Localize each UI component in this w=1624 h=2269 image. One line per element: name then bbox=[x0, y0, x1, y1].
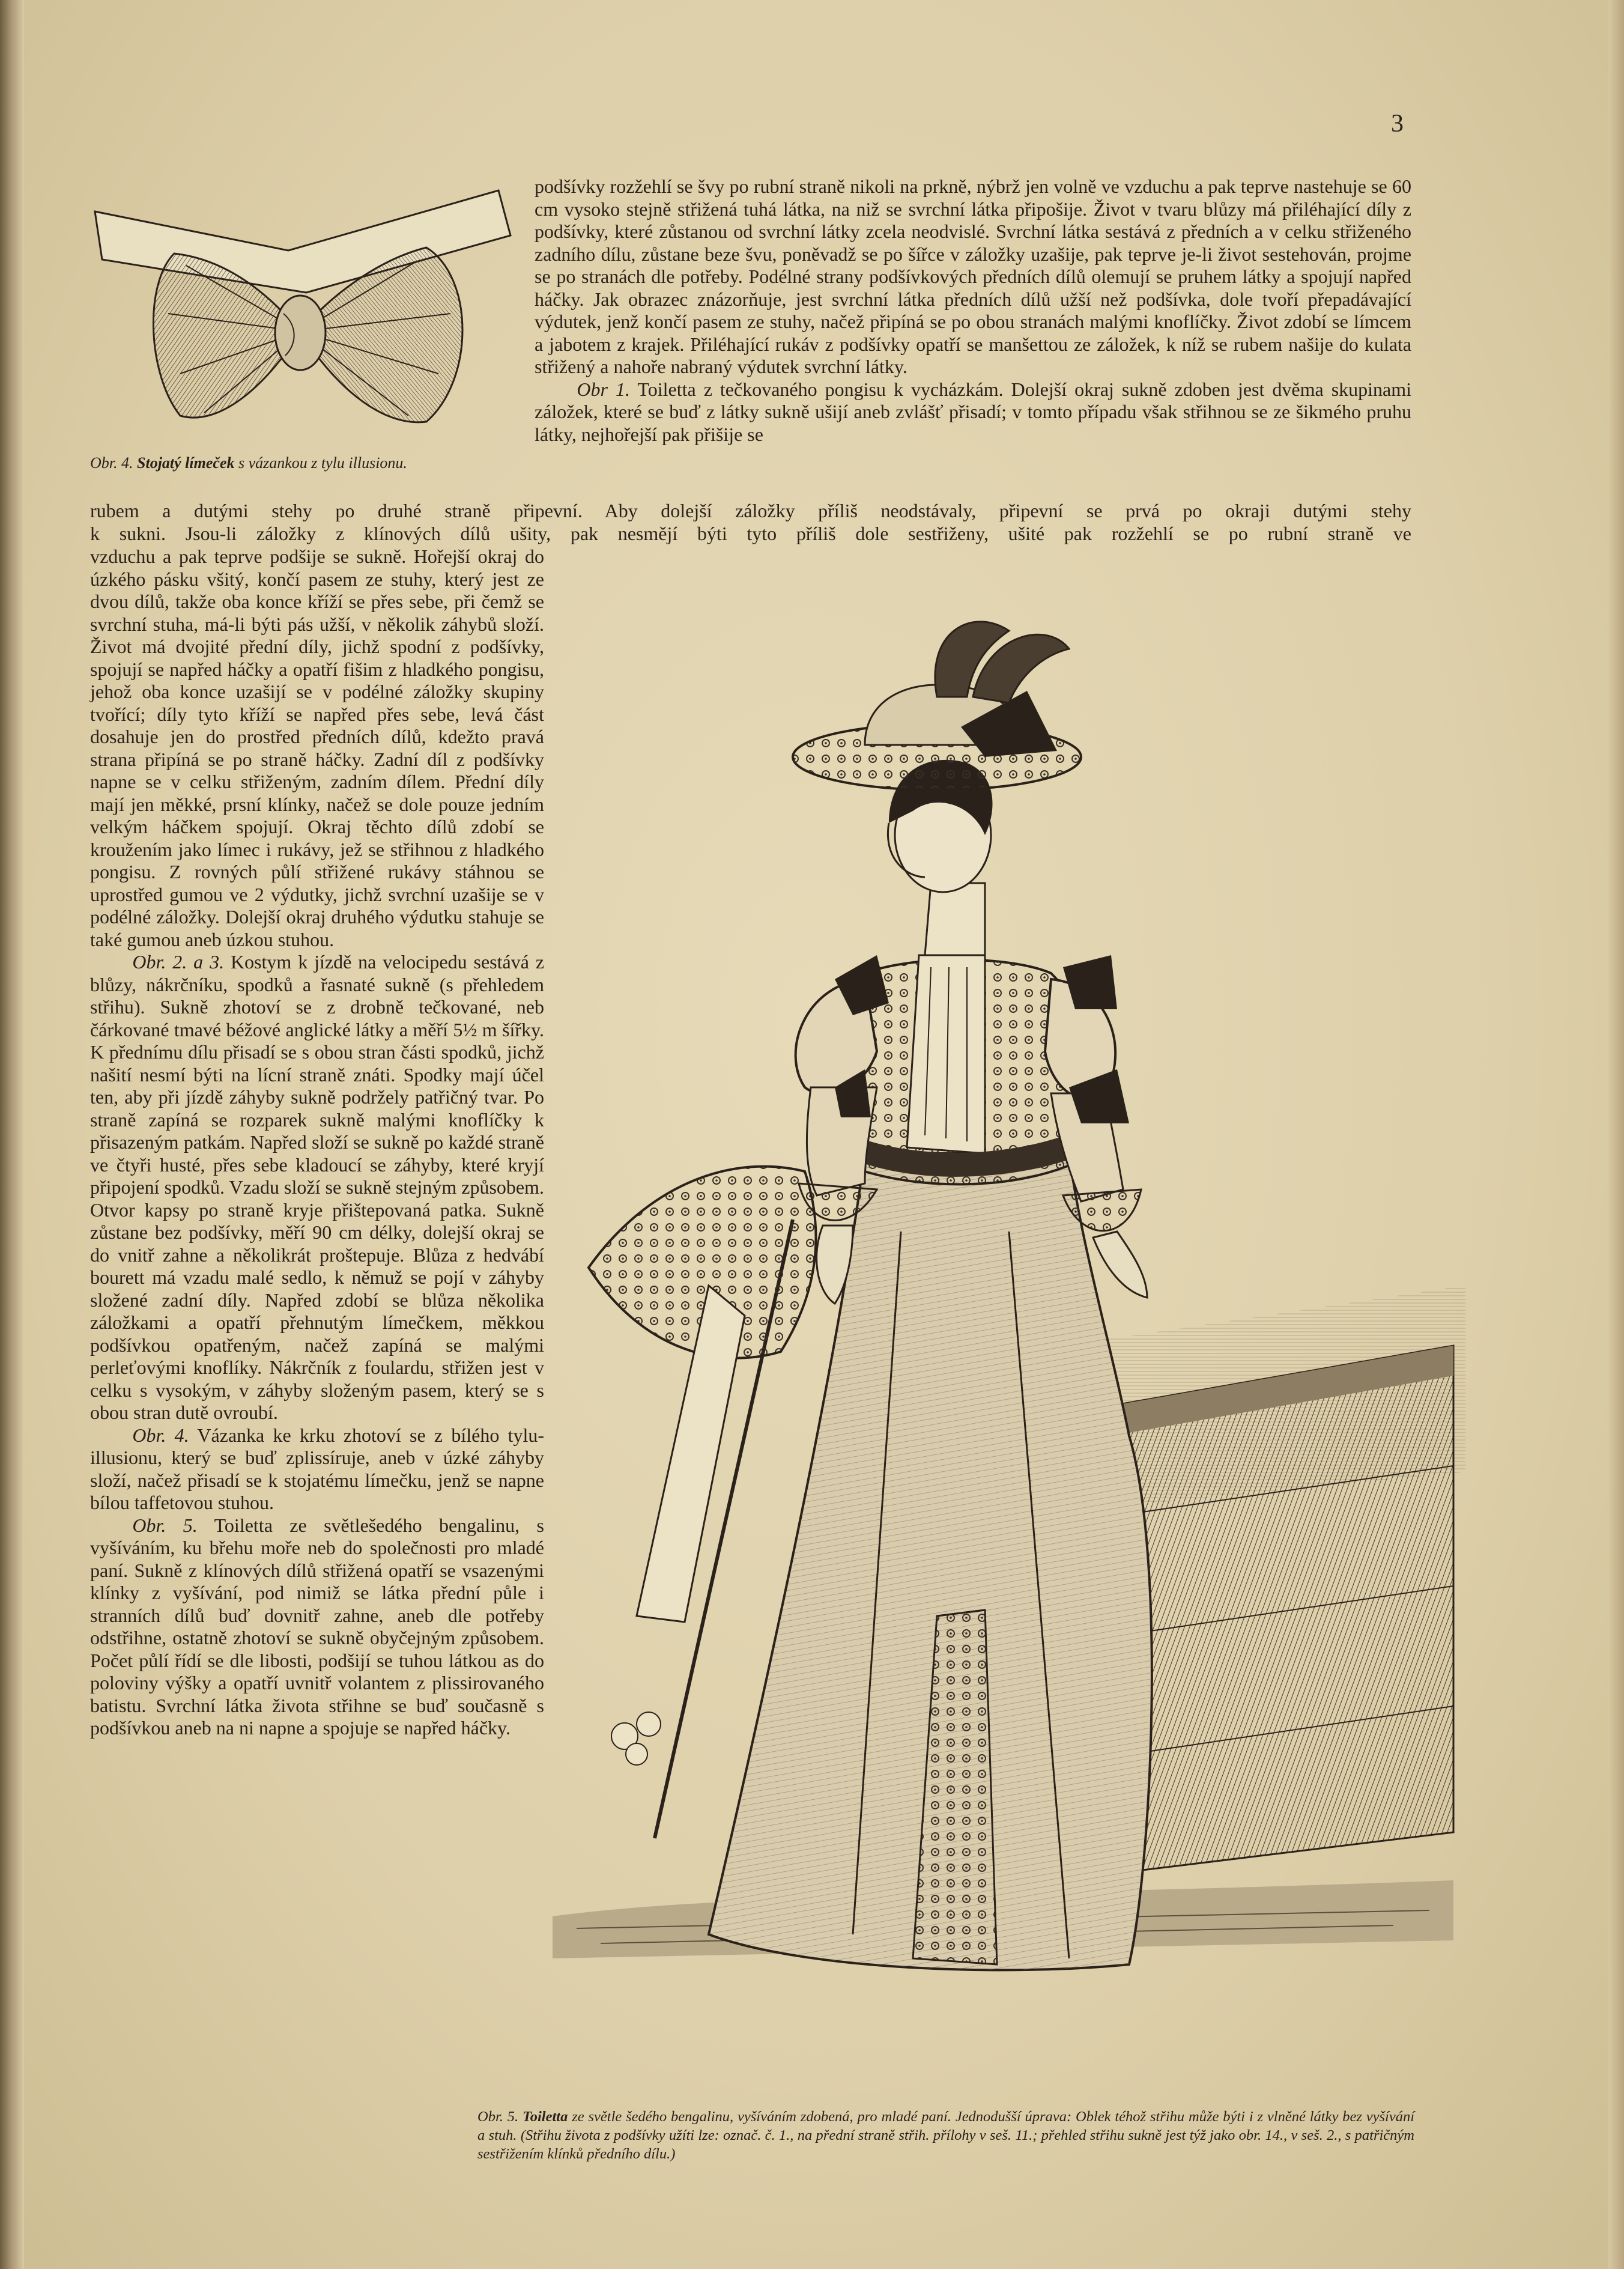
paragraph-text: Kostym k jízdě na velocipedu sestává z blůzy, nákrčníku, spodků a řasnaté sukně (s přehledem střihu). Sukně zhotoví se z drobně tečkované, neb čárkované tmavé béžové anglické látky a měří 5½ m šířky. K přednímu dílu přisadí se s obou stran části spodků, jichž našití nesmí býti na lícní straně znáti. Spodky mají účel ten, aby při jízdě záhyby sukně podržely patřičný tvar. Po straně zapíná se rozparek sukně malými knoflíčky k přisazeným patkám. Napřed složí se sukně po každé straně ve čtyři husté, přes sebe kladoucí se záhyby, které kryjí připojení spodků. Vzadu složí se sukně stejným způsobem. Otvor kapsy po straně kryje přištepovaná patka. Sukně zůstane bez podšívky, měří 90 cm délky, dolejší okraj se do vnitř zahne a několikrát proštepuje. Blůza z hedvábí bourett má vzadu malé sedlo, k němuž se pojí v záhyby složené zadní díly. Napřed zdobí se blůza několika záložkami a opatří přehnutým límečkem, měkkou podšívkou opatřeným, načež zapíná se malými perleťovými knoflíky. Nákrčník z foulardu, střižen jest v celku s vysokým, v záhyby složeným pasem, který se s obou stran dutě ovroubí. bbox=[90, 951, 545, 1423]
full-width-line: k sukni. Jsou-li záložky z klínových dílů ušity, pak nesmějí býti tyto příliš dole sestřiženy, ušité pak rozžehlí se po rubní straně ve bbox=[90, 522, 1411, 544]
paragraph-obr-2-3 bbox=[90, 951, 544, 1424]
full-width-line: rubem a dutými stehy po druhé straně připevní. Aby dolejší záložky příliš neodstávaly, připevní se prvá po okraji dutými stehy bbox=[90, 500, 1411, 521]
caption-text: ze světle šedého bengalinu, vyšíváním zdobená, pro mladé paní. Jednodušší úprava: Oblek téhož střihu může býti i z vlněné látky bez vyšívání a stuh. (Střihu života z podšívky užíti lze: označ. č. 1., na přední straně střih. přílohy v seš. 11.; přehled střihu sukně jest týž jako obr. 14., v seš. 2., s patřičným sestřižením klínků předního dílu.) bbox=[477, 2109, 1415, 2162]
paragraph-obr-5 bbox=[90, 1514, 544, 1740]
caption-label: Obr. 5. bbox=[477, 2109, 519, 2125]
paragraph: vzduchu a pak teprve podšije se sukně. Hořejší okraj do úzkého pásku všitý, končí pasem ze stuhy, který jest ze dvou dílů, takže oba konce kříží se přes sebe, při čemž se svrchní stuha, má-li býti pás užší, v několik záhybů složí. Život má dvojité přední díly, jichž spodní z podšívky, spojují se napřed háčky a opatří fišim z hladkého pongisu, jehož oba konce uzašijí se v podélné záložky skupiny tvořící; díly tyto kříží se napřed přes sebe, levá část dosahuje jen do prostřed předních dílů, kdežto pravá strana připíná se po straně háčky. Zadní díl z podšívky napne se v celku střiženým, zadním dílem. Přední díly mají jen měkké, prsní klínky, načež se dole pouze jedním velkým háčkem spojují. Okraj těchto dílů zdobí se kroužením jako límec i rukávy, jež se střihnou z hladkého pongisu. Z rovných půlí střižené rukávy stáhnou se uprostřed gumou ve 2 výdutky, jichž svrchní uzašije se v podélné záložky. Dolejší okraj druhého výdutku stahuje se také gumou aneb úzkou stuhou. bbox=[90, 545, 544, 950]
paragraph-text: Toiletta z tečkovaného pongisu k vycházkám. Dolejší okraj sukně zdoben jest dvěma skupinami záložek, které se buď z látky sukně ušijí aneb zvlášť přisadí; v tomto případu však střihnou se ze šikmého pruhu látky, nejhořejší pak přišije se bbox=[535, 378, 1412, 445]
left-text-column bbox=[90, 545, 544, 1740]
paragraph-obr-4 bbox=[90, 1424, 544, 1514]
figure-reference: Obr. 5. bbox=[132, 1514, 198, 1536]
page-edge bbox=[1608, 0, 1624, 2269]
caption-text: s vázankou z tylu illusionu. bbox=[238, 454, 407, 472]
paragraph-text: Vázanka ke krku zhotoví se z bílého tylu-illusionu, který se buď zplissíruje, aneb v úzké záhyby složí, načež přisadí se k stojatému límečku, jenž se napne bílou taffetovou stuhou. bbox=[90, 1424, 545, 1513]
binding-gutter bbox=[0, 0, 24, 2269]
figure-reference: Obr. 2. a 3. bbox=[132, 951, 225, 973]
figure-reference: Obr 1. bbox=[577, 378, 630, 400]
page-number: 3 bbox=[1391, 110, 1404, 138]
figure-reference: Obr. 4. bbox=[132, 1424, 189, 1446]
figure-4-caption bbox=[90, 454, 523, 472]
figure-5-toilette-illustration bbox=[553, 595, 1465, 2091]
full-width-text bbox=[90, 500, 1411, 545]
paragraph: podšívky rozžehlí se švy po rubní straně nikoli na prkně, nýbrž jen volně ve vzduchu a pak teprve nastehuje se 60 cm vysoko stejně střižená tuhá látka, na niž se svrchní látka připošije. Život v tvaru blůzy má přiléhající díly z podšívky, které zůstanou od svrchní látky zcela neodvislé. Svrchní látka sestává z předních a v celku střiženého zadního dílu, zůstane beze švu, poněvadž se po šířce v záložky uzašije, pak teprve je-li život sestehován, projme se po stranách dle potřeby. Podélné strany podšívkových předních dílů olemují se pruhem látky a spojují napřed háčky. Jak obrazec znázorňuje, jest svrchní látka předních dílů užší než podšívka, dole tvoří přepadávající výdutek, jenž končí pasem ze stuhy, načež připíná se po obou stranách malými knoflíčky. Život zdobí se límcem a jabotem z krajek. Přiléhající rukáv z podšívky opatří se manšettou ze záložek, k níž se rubem našije do kulata střižený a nahoře nabraný výdutek svrchní látky. bbox=[535, 175, 1411, 377]
paragraph-text: Toiletta ze světlešedého bengalinu, s vyšíváním, ku břehu moře neb do společnosti pro mladé paní. Sukně z klínových dílů střižená opatří se vsazenými klínky z vyšívání, pod nimiž se látka přední půle i stranních dílů buď dovnitř zahne, aneb dle potřeby odstřihne, ostatně zhotoví se sukně obyčejným způsobem. Počet půlí řídí se dle libosti, podšijí se tuhou látkou as do poloviny výšky a opatří uvnitř volantem z plissirovaného batistu. Svrchní látka života střihne se buď současně s podšívkou aneb na ni napne a spojuje se napřed háčky. bbox=[90, 1514, 544, 1739]
top-right-text-block bbox=[535, 175, 1411, 446]
figure-4-collar-illustration bbox=[90, 175, 517, 434]
figure-5-caption bbox=[477, 2107, 1414, 2163]
paragraph-obr-1 bbox=[535, 378, 1411, 446]
caption-title: Stojatý límeček bbox=[137, 454, 235, 472]
caption-label: Obr. 4. bbox=[90, 454, 133, 472]
caption-title: Toiletta bbox=[523, 2109, 568, 2125]
